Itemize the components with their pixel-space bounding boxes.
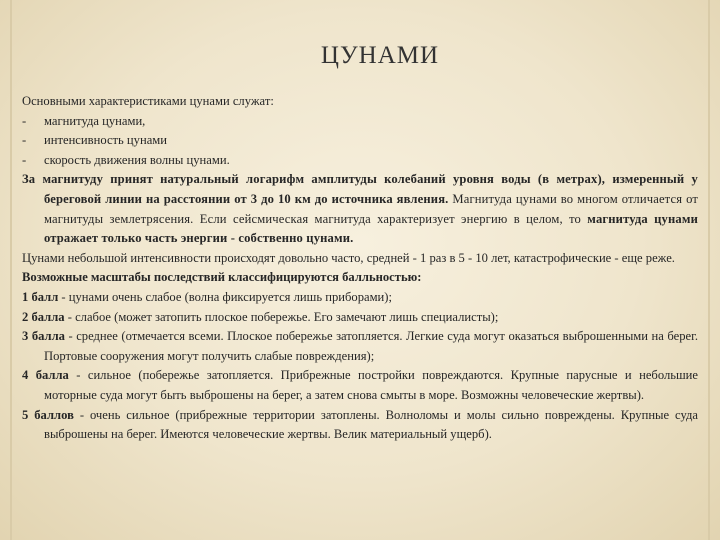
scale-heading-text: Возможные масштабы последствий классифицируются балльностью: bbox=[22, 270, 422, 285]
frequency-paragraph: Цунами небольшой интенсивности происходят довольно часто, средней - 1 раз в 5 - 10 лет, катастрофические - еще реже. bbox=[22, 250, 675, 265]
bullet-dash: - bbox=[22, 152, 27, 167]
level-item bbox=[22, 288, 698, 308]
bullet-item bbox=[22, 151, 698, 171]
bullet-text: интенсивность цунами bbox=[44, 133, 167, 148]
level-label: 4 балла bbox=[22, 368, 69, 383]
level-label: 1 балл bbox=[22, 289, 59, 304]
bullet-item bbox=[22, 112, 698, 132]
scale-heading bbox=[22, 268, 698, 288]
bullet-text: магнитуда цунами, bbox=[44, 113, 146, 128]
bullet-item bbox=[22, 131, 698, 151]
right-border-line bbox=[708, 0, 710, 540]
magnitude-definition: За магнитуду принят натуральный логарифм амплитуды колебаний уровня воды (в метрах), измеренный у береговой линии на расстоянии от 3 до 10 км до источника явления. bbox=[22, 172, 698, 206]
intro-text: Основными характеристиками цунами служат: bbox=[22, 94, 274, 108]
slide-body bbox=[22, 92, 698, 445]
level-text: - сильное (побережье затопляется. Прибрежные постройки повреждаются. Крупные парусные и небольшие моторные суда могут быть выброшены на берег, а затем снова смыты в море. Возможны человеческие жертвы). bbox=[44, 368, 698, 402]
left-border-line bbox=[10, 0, 12, 540]
magnitude-explanation: Магнитуда цунами во многом отличается от магнитуды землетрясения. Если сейсмическая магнитуда характеризует энергию в целом, то bbox=[44, 191, 699, 226]
magnitude-conclusion: магнитуда цунами отражает только часть энергии - собственно цунами. bbox=[44, 211, 698, 246]
level-item bbox=[22, 366, 698, 405]
level-text: - цунами очень слабое (волна фиксируется лишь приборами); bbox=[58, 289, 392, 304]
level-item bbox=[22, 327, 698, 366]
level-text: - среднее (отмечается всеми. Плоское побережье затопляется. Легкие суда могут оказаться выброшенными на берег. Портовые сооружения могут получить слабые повреждения); bbox=[44, 329, 698, 363]
magnitude-paragraph bbox=[22, 170, 698, 248]
bullet-dash: - bbox=[22, 113, 27, 128]
level-text: - слабое (может затопить плоское побережье. Его замечают лишь специалисты); bbox=[64, 309, 499, 324]
level-text: - очень сильное (прибрежные территории затоплены. Волноломы и молы сильно повреждены. Крупные суда выброшены на берег. Имеются человеческие жертвы. Велик материальный ущерб). bbox=[44, 407, 698, 442]
bullet-dash: - bbox=[22, 133, 27, 148]
slide-title: ЦУНАМИ bbox=[320, 42, 440, 69]
level-item bbox=[22, 308, 698, 328]
level-label: 2 балла bbox=[22, 309, 65, 324]
bullet-text: скорость движения волны цунами. bbox=[44, 152, 230, 167]
level-label: 3 балла bbox=[22, 329, 65, 344]
level-item bbox=[22, 406, 698, 445]
level-label: 5 баллов bbox=[22, 407, 74, 422]
